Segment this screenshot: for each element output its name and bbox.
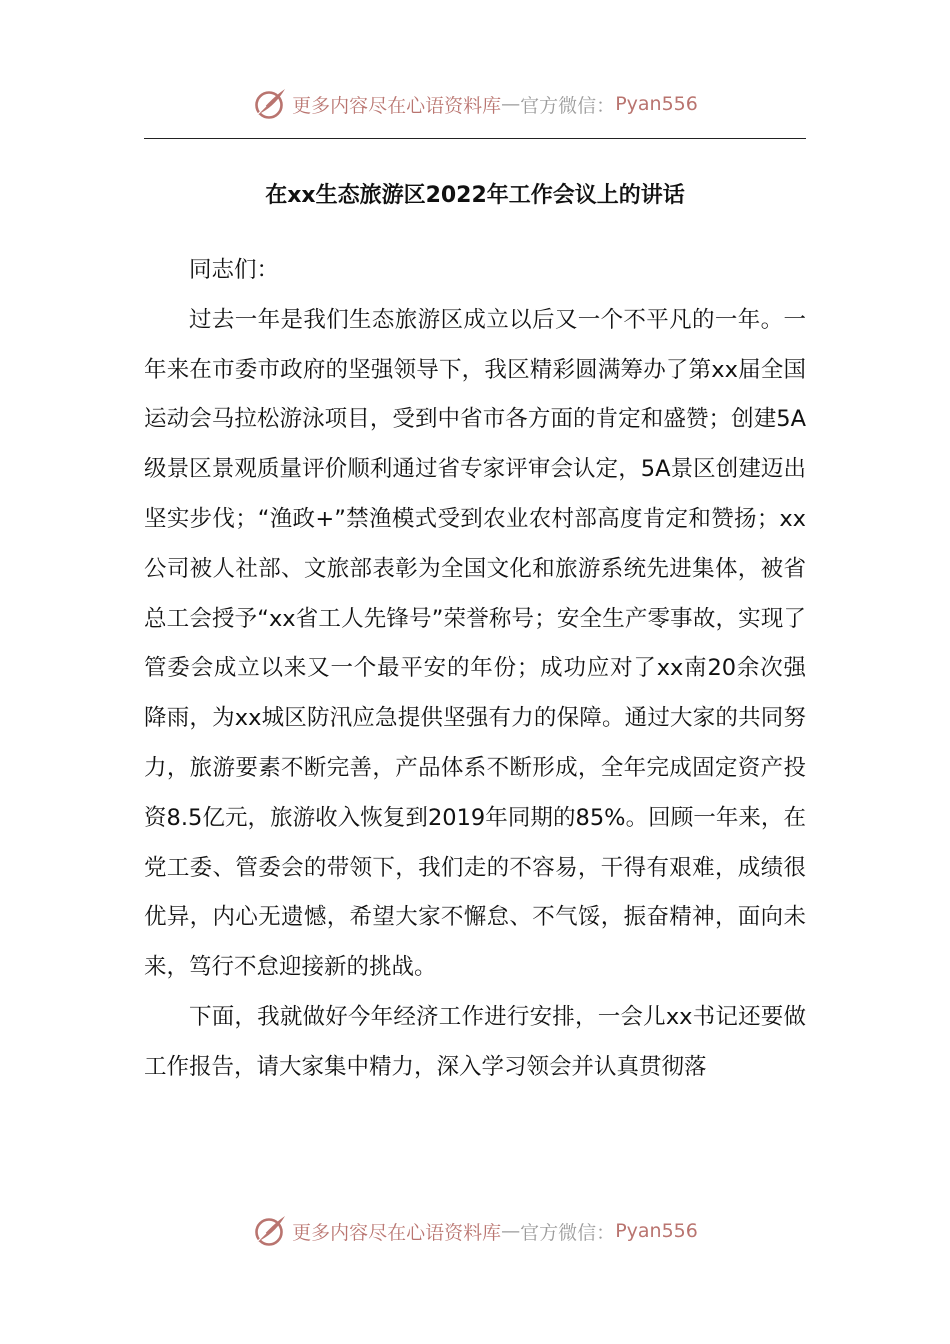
header-banner [0, 80, 950, 128]
document-title: 在xx生态旅游区2022年工作会议上的讲话 [265, 183, 685, 208]
quill-logo-icon [252, 1213, 288, 1249]
banner-handle: Pyan556 [615, 1220, 698, 1242]
header-rule [144, 138, 806, 139]
paragraph: 下面，我就做好今年经济工作进行安排，一会儿xx书记还要做工作报告，请大家集中精力，深入学习领会并认真贯彻落 [144, 1003, 806, 1080]
salutation: 同志们： [189, 257, 280, 283]
banner-dash: — [501, 1220, 521, 1242]
banner-handle: Pyan556 [615, 93, 698, 115]
quill-logo-icon [252, 86, 288, 122]
banner-main-text: 更多内容尽在心语资料库 [292, 94, 502, 117]
banner-sub-text: 官方微信： [520, 1221, 616, 1244]
document-body [144, 246, 806, 1093]
banner-sub-text: 官方微信： [520, 94, 616, 117]
paragraph: 过去一年是我们生态旅游区成立以后又一个不平凡的一年。一年来在市委市政府的坚强领导下，我区精彩圆满筹办了第xx届全国运动会马拉松游泳项目，受到中省市各方面的肯定和盛赞；创建5A级景区景观质量评价顺利通过省专家评审会认定，5A景区创建迈出坚实步伐；“渔政+”禁渔模式受到农业农村部高度肯定和赞扬；xx公司被人社部、文旅部表彰为全国文化和旅游系统先进集体，被省总工会授予“xx省工人先锋号”荣誉称号；安全生产零事故，实现了管委会成立以来又一个最平安的年份；成功应对了xx南20余次强降雨，为xx城区防汛应急提供坚强有力的保障。通过大家的共同努力，旅游要素不断完善，产品体系不断形成，全年完成固定资产投资8.5亿元，旅游收入恢复到2019年同期的85%。回顾一年来，在党工委、管委会的带领下，我们走的不容易，干得有艰难，成绩很优异，内心无遗憾，希望大家不懈怠、不气馁，振奋精神，面向未来，笃行不怠迎接新的挑战。 [144, 306, 806, 981]
banner-dash: — [501, 93, 521, 115]
banner-main-text: 更多内容尽在心语资料库 [292, 1221, 502, 1244]
footer-banner [0, 1207, 950, 1255]
